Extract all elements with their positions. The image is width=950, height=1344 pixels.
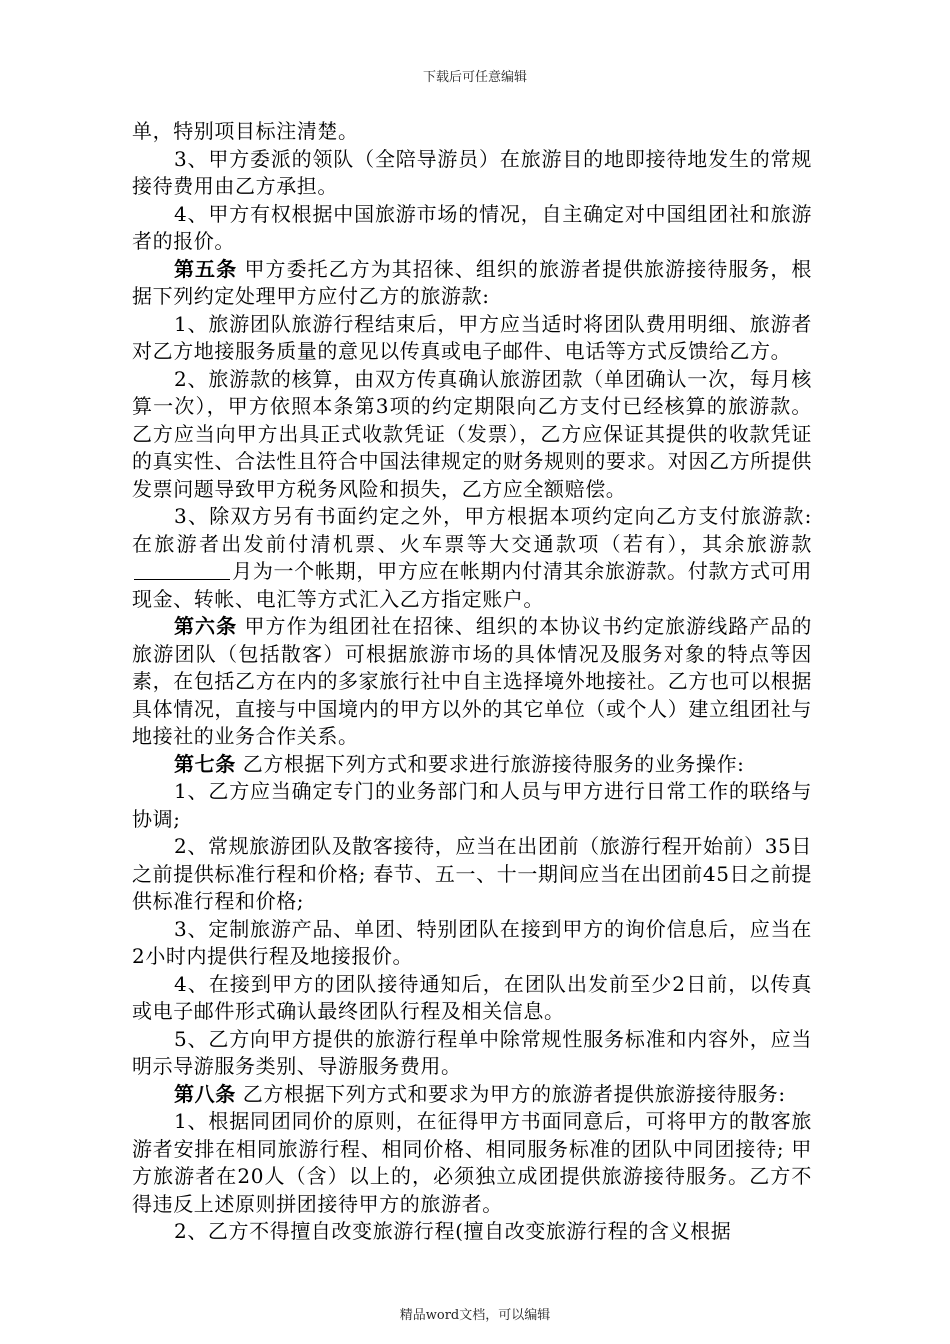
paragraph: 1、根据同团同价的原则，在征得甲方书面同意后，可将甲方的散客旅游者安排在相同旅游行程、相同价格、相同服务标准的团队中同团接待; 甲方旅游者在20人（含）以上的，必须独立成团提供旅游接待服务。乙方不得违反上述原则拼团接待甲方的旅游者。 bbox=[132, 1109, 812, 1216]
article-heading: 第五条 bbox=[174, 256, 238, 281]
document-body bbox=[132, 118, 812, 1246]
article-text: 甲方委托乙方为其招徕、组织的旅游者提供旅游接待服务，根据下列约定处理甲方应付乙方的旅游款: bbox=[132, 256, 812, 308]
article-8 bbox=[132, 1081, 812, 1109]
article-6 bbox=[132, 613, 812, 751]
article-heading: 第六条 bbox=[174, 614, 238, 638]
paragraph: 5、乙方向甲方提供的旅游行程单中除常规性服务标准和内容外，应当明示导游服务类别、导游服务费用。 bbox=[132, 1026, 812, 1078]
paragraph: 4、甲方有权根据中国旅游市场的情况，自主确定对中国组团社和旅游者的报价。 bbox=[132, 201, 812, 253]
article-text: 乙方根据下列方式和要求为甲方的旅游者提供旅游接待服务: bbox=[235, 1081, 786, 1106]
paragraph: 单，特别项目标注清楚。 bbox=[132, 119, 359, 143]
paragraph: 3、甲方委派的领队（全陪导游员）在旅游目的地即接待地发生的常规接待费用由乙方承担。 bbox=[132, 146, 812, 198]
paragraph: 2、旅游款的核算，由双方传真确认旅游团款（单团确认一次，每月核算一次），甲方依照本条第3项的约定期限向乙方支付已经核算的旅游款。乙方应当向甲方出具正式收款凭证（发票），乙方应保证其提供的收款凭证的真实性、合法性且符合中国法律规定的财务规则的要求。对因乙方所提供发票问题导致甲方税务风险和损失，乙方应全额赔偿。 bbox=[132, 366, 812, 501]
paragraph: 2、常规旅游团队及散客接待，应当在出团前（旅游行程开始前）35日之前提供标准行程和价格; 春节、五一、十一期间应当在出团前45日之前提供标准行程和价格; bbox=[132, 834, 812, 913]
paragraph-text: 月为一个帐期，甲方应在帐期内付清其余旅游款。付款方式可用现金、转帐、电汇等方式汇入乙方指定账户。 bbox=[132, 559, 812, 611]
article-heading: 第七条 bbox=[174, 751, 236, 776]
article-text: 乙方根据下列方式和要求进行旅游接待服务的业务操作: bbox=[235, 751, 745, 776]
fill-in-blank bbox=[134, 561, 230, 580]
footer-note: 精品word文档，可以编辑 bbox=[399, 1308, 551, 1323]
paragraph: 3、定制旅游产品、单团、特别团队在接到甲方的询价信息后，应当在2小时内提供行程及地接报价。 bbox=[132, 916, 812, 968]
paragraph: 2、乙方不得擅自改变旅游行程(擅自改变旅游行程的含义根据 bbox=[174, 1219, 732, 1243]
paragraph: 4、在接到甲方的团队接待通知后，在团队出发前至少2日前，以传真或电子邮件形式确认最终团队行程及相关信息。 bbox=[132, 971, 812, 1023]
paragraph-text: 3、除双方另有书面约定之外，甲方根据本项约定向乙方支付旅游款: 在旅游者出发前付清机票、火车票等大交通款项（若有），其余旅游款 bbox=[132, 504, 812, 556]
header-note: 下载后可任意编辑 bbox=[422, 70, 527, 85]
paragraph: 1、乙方应当确定专门的业务部门和人员与甲方进行日常工作的联络与协调; bbox=[132, 779, 812, 831]
paragraph: 1、旅游团队旅游行程结束后，甲方应当适时将团队费用明细、旅游者对乙方地接服务质量的意见以传真或电子邮件、电话等方式反馈给乙方。 bbox=[132, 311, 812, 363]
article-7 bbox=[132, 751, 812, 779]
article-5 bbox=[132, 256, 812, 311]
article-heading: 第八条 bbox=[174, 1081, 236, 1106]
article-text: 甲方作为组团社在招徕、组织的本协议书约定旅游线路产品的旅游团队（包括散客）可根据旅游市场的具体情况及服务对象的特点等因素，在包括乙方在内的多家旅行社中自主选择境外地接社。乙方也可以根据具体情况，直接与中国境内的甲方以外的其它单位（或个人）建立组团社与地接社的业务合作关系。 bbox=[132, 614, 812, 748]
paragraph-with-blank bbox=[132, 503, 812, 613]
